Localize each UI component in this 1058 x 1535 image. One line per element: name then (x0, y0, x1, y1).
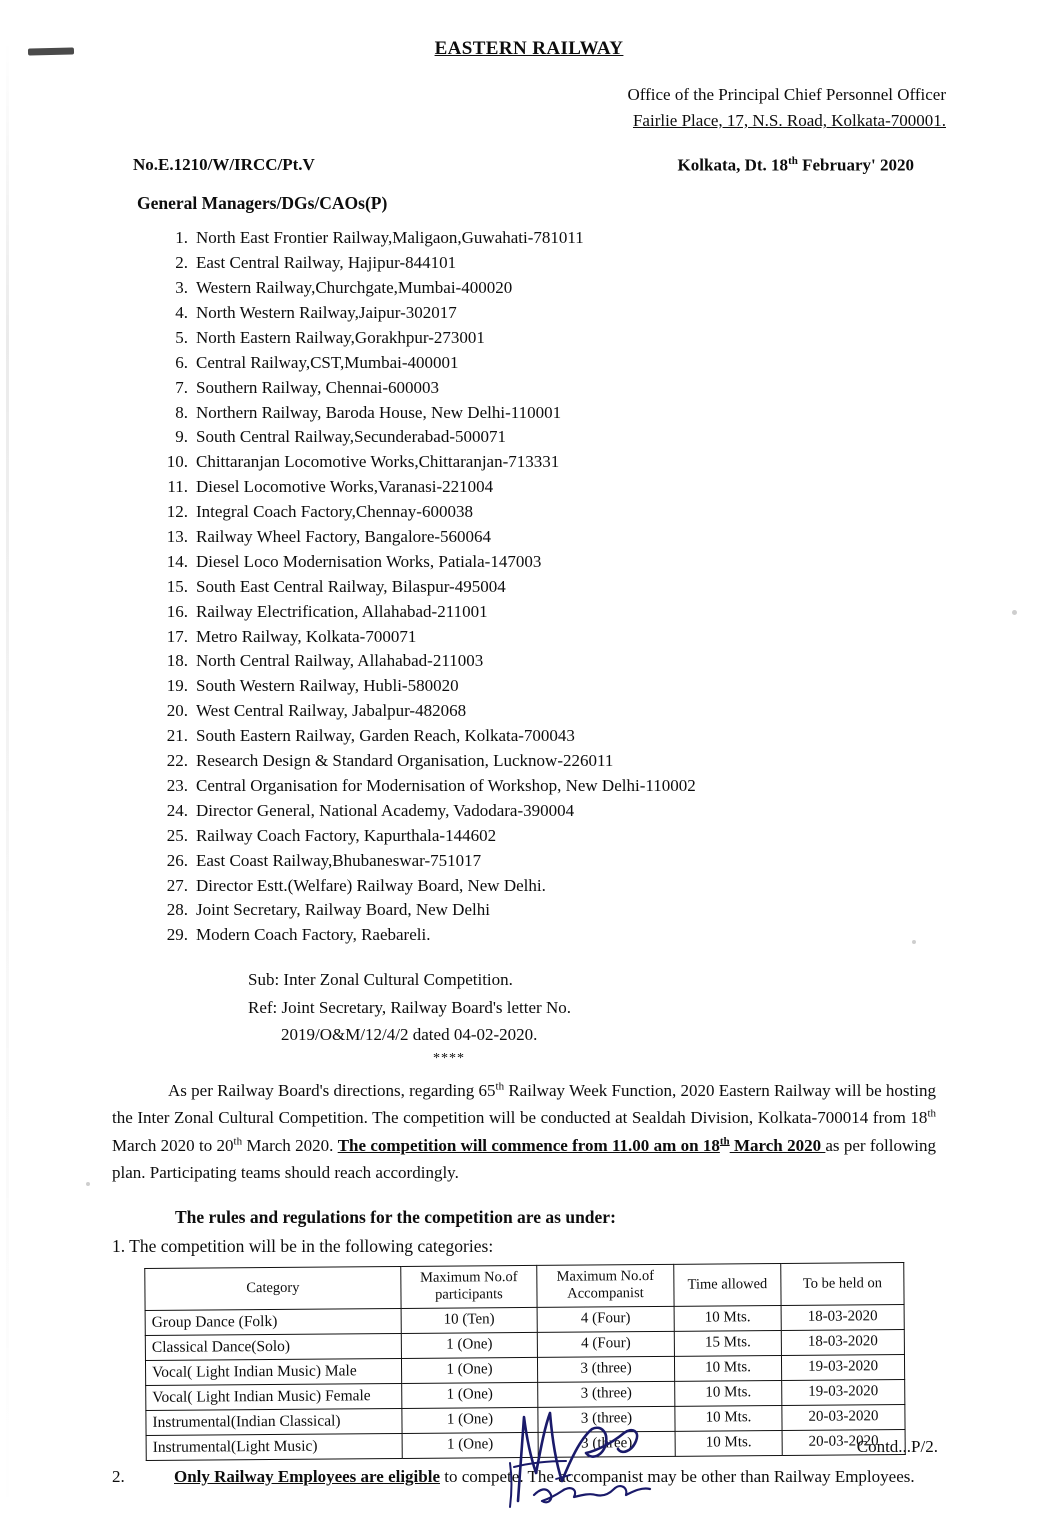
cell-participants: 1 (One) (401, 1357, 537, 1383)
list-item-label: Northern Railway, Baroda House, New Delhi-110001 (196, 402, 562, 422)
list-item (175, 276, 1058, 301)
para-sup-3: th (233, 1135, 243, 1148)
list-item (167, 475, 1058, 500)
reference-number: No.E.1210/W/IRCC/Pt.V (133, 155, 315, 175)
cell-accompanist: 3 (three) (538, 1406, 675, 1432)
cell-time: 10 Mts. (675, 1430, 782, 1456)
cell-accompanist: 3 (three) (538, 1381, 675, 1407)
list-item (175, 376, 1058, 401)
list-item-label: Modern Coach Factory, Raebareli. (196, 925, 431, 945)
cell-category: Instrumental(Light Music) (146, 1433, 402, 1460)
rules-heading: The rules and regulations for the competition are as under: (175, 1206, 616, 1227)
list-item (166, 649, 1058, 674)
list-item (175, 251, 1058, 276)
list-item-number: 5. (175, 327, 188, 347)
list-item-label: North Central Railway, Allahabad-211003 (196, 651, 484, 671)
list-item-label: South Central Railway,Secunderabad-500071 (196, 427, 507, 447)
list-item-number: 17. (166, 626, 188, 646)
list-item-number: 25. (166, 825, 188, 845)
column-header-date: To be held on (781, 1262, 904, 1305)
para-text-e: as per following plan. Participating teams should reach accordingly. (112, 1135, 936, 1183)
list-item-label: Central Organisation for Modernisation of Workshop, New Delhi-110002 (196, 775, 696, 795)
list-item-label: Director General, National Academy, Vadodara-390004 (196, 800, 575, 820)
list-item (166, 625, 1058, 650)
cell-category: Vocal( Light Indian Music) Female (146, 1383, 402, 1410)
list-item-label: North Eastern Railway,Gorakhpur-273001 (196, 327, 485, 347)
cell-date: 20-03-2020 (782, 1429, 905, 1455)
list-item (166, 824, 1058, 849)
list-item-label: Metro Railway, Kolkata-700071 (196, 626, 417, 646)
list-item (175, 351, 1058, 376)
scan-edge-artifact (6, 38, 9, 1535)
list-item (166, 674, 1058, 699)
cell-participants: 1 (One) (402, 1432, 538, 1458)
list-item (175, 401, 1058, 426)
subject-reference-block (0, 966, 1058, 1049)
document-title: EASTERN RAILWAY (434, 38, 624, 59)
cell-category: Instrumental(Indian Classical) (146, 1408, 402, 1435)
list-item-number: 16. (166, 601, 188, 621)
list-item-label: Southern Railway, Chennai-600003 (196, 377, 439, 397)
rule-two-underlined: Only Railway Employees are eligible (174, 1466, 441, 1486)
list-item (166, 849, 1058, 874)
list-item-label: Diesel Locomotive Works,Varanasi-221004 (196, 477, 494, 497)
cell-category: Classical Dance(Solo) (145, 1333, 401, 1360)
cell-participants: 1 (One) (401, 1332, 537, 1358)
cell-category: Vocal( Light Indian Music) Male (145, 1358, 401, 1385)
list-item-label: Joint Secretary, Railway Board, New Delhi (196, 900, 490, 920)
reference-line-2: 2019/O&M/12/4/2 dated 04-02-2020. (281, 1025, 538, 1045)
cell-time: 15 Mts. (674, 1330, 781, 1356)
place-text: Kolkata, (677, 155, 741, 175)
list-item (166, 774, 1058, 799)
cell-time: 10 Mts. (675, 1405, 782, 1431)
page-footer-continued: Contd...P/2. (856, 1437, 938, 1456)
list-item (166, 749, 1058, 774)
date-suffix: February' 2020 (797, 155, 914, 175)
list-item (166, 550, 1058, 575)
cell-date: 20-03-2020 (782, 1404, 905, 1430)
table-header-row (145, 1262, 904, 1310)
cell-date: 18-03-2020 (781, 1329, 904, 1355)
scan-mark-artifact (28, 48, 74, 56)
rule-two-rest: to compete. The accompanist may be other than Railway Employees. (440, 1466, 915, 1486)
list-item-number: 1. (175, 228, 188, 248)
list-item-number: 13. (166, 527, 188, 547)
list-item-label: Chittaranjan Locomotive Works,Chittaranjan-713331 (196, 452, 560, 472)
addressee-heading: General Managers/DGs/CAOs(P) (137, 193, 388, 214)
para-text-a: As per Railway Board's directions, regarding 65 (168, 1080, 496, 1100)
cell-participants: 1 (One) (402, 1407, 538, 1433)
list-item-label: South East Central Railway, Bilaspur-495004 (196, 576, 506, 596)
list-item-label: South Eastern Railway, Garden Reach, Kolkata-700043 (196, 726, 575, 746)
list-item-label: Railway Coach Factory, Kapurthala-144602 (196, 825, 497, 845)
para-underlined-b: March 2020 (729, 1135, 826, 1155)
cell-participants: 10 (Ten) (401, 1307, 537, 1333)
list-item-label: Railway Electrification, Allahabad-211001 (196, 601, 488, 621)
cell-date: 19-03-2020 (781, 1354, 904, 1380)
list-item-number: 28. (166, 900, 188, 920)
date-text: Dt. 18 (744, 155, 789, 175)
reference-date-row (0, 155, 1058, 176)
zone-list (0, 226, 1058, 948)
list-item-number: 19. (166, 676, 188, 696)
para-underlined-sup: th (719, 1135, 730, 1148)
list-item (166, 500, 1058, 525)
cell-category: Group Dance (Folk) (145, 1308, 401, 1335)
office-line-2: Fairlie Place, 17, N.S. Road, Kolkata-700001. (632, 111, 946, 131)
cell-date: 18-03-2020 (781, 1304, 904, 1330)
list-item-number: 21. (166, 726, 188, 746)
list-item (166, 600, 1058, 625)
cell-participants: 1 (One) (402, 1382, 538, 1408)
cell-accompanist: 3 (three) (537, 1356, 674, 1382)
list-item-number: 27. (166, 875, 188, 895)
list-item (166, 898, 1058, 923)
list-item (175, 301, 1058, 326)
cell-accompanist: 4 (Four) (537, 1331, 674, 1357)
column-header-participants: Maximum No.of participants (401, 1265, 537, 1308)
list-item-number: 2. (175, 253, 188, 273)
list-item-number: 4. (175, 303, 188, 323)
cell-time: 10 Mts. (674, 1305, 781, 1331)
list-item-label: Railway Wheel Factory, Bangalore-560064 (196, 527, 492, 547)
office-line-1: Office of the Principal Chief Personnel Officer (627, 85, 946, 104)
list-item-label: North Western Railway,Jaipur-302017 (196, 303, 457, 323)
list-item-label: East Coast Railway,Bhubaneswar-751017 (196, 850, 482, 870)
cell-date: 19-03-2020 (782, 1379, 905, 1405)
list-item-label: Integral Coach Factory,Chennay-600038 (196, 502, 473, 522)
list-item-number: 8. (175, 402, 188, 422)
list-item-number: 9. (175, 427, 188, 447)
reference-line-1: Ref: Joint Secretary, Railway Board's letter No. (248, 997, 571, 1017)
para-text-b: Railway Week Function, 2020 Eastern Railway will be hosting the Inter Zonal Cultural Competition. The competition will be conducted at Sealdah Division, Kolkata-700014 from 18 (112, 1080, 936, 1128)
list-item (166, 874, 1058, 899)
list-item (166, 575, 1058, 600)
column-header-accompanist: Maximum No.of Accompanist (537, 1264, 674, 1307)
date-superscript: th (788, 154, 798, 167)
column-header-category: Category (145, 1266, 401, 1310)
list-item-number: 7. (175, 377, 188, 397)
para-sup-2: th (927, 1107, 936, 1120)
list-item (166, 923, 1058, 948)
list-item-label: Diesel Loco Modernisation Works, Patiala-147003 (196, 551, 542, 571)
list-item-number: 20. (166, 701, 188, 721)
list-item-number: 29. (166, 925, 188, 945)
para-text-c: March 2020 to 20 (112, 1135, 234, 1155)
list-item-label: Central Railway,CST,Mumbai-400001 (196, 352, 459, 372)
list-item-number: 23. (166, 775, 188, 795)
list-item-label: West Central Railway, Jabalpur-482068 (196, 701, 467, 721)
cell-accompanist: 4 (Four) (537, 1306, 674, 1332)
list-item (166, 450, 1058, 475)
cell-time: 10 Mts. (675, 1380, 782, 1406)
column-header-time: Time allowed (674, 1263, 781, 1306)
list-item-label: East Central Railway, Hajipur-844101 (196, 253, 457, 273)
scan-speck (86, 1182, 90, 1186)
list-item-number: 12. (166, 502, 188, 522)
place-and-date (315, 155, 932, 176)
list-item (166, 525, 1058, 550)
list-item-number: 3. (175, 278, 188, 298)
list-item (175, 425, 1058, 450)
para-text-d: March 2020. (242, 1135, 338, 1155)
list-item-number: 26. (166, 850, 188, 870)
list-item-number: 10. (166, 452, 188, 472)
rule-two-number: 2. (112, 1466, 125, 1486)
list-item (175, 326, 1058, 351)
cell-accompanist: 3 (three) (538, 1431, 675, 1457)
list-item-label: Director Estt.(Welfare) Railway Board, New Delhi. (196, 875, 546, 895)
list-item-label: South Western Railway, Hubli-580020 (196, 676, 459, 696)
list-item-number: 6. (175, 352, 188, 372)
list-item-number: 22. (166, 751, 188, 771)
list-item-number: 14. (166, 551, 188, 571)
list-item (166, 724, 1058, 749)
list-item (166, 699, 1058, 724)
list-item (166, 799, 1058, 824)
rule-one-text: 1. The competition will be in the following categories: (112, 1235, 494, 1256)
office-address (0, 82, 1058, 135)
body-paragraph (0, 1077, 1058, 1187)
cell-time: 10 Mts. (674, 1355, 781, 1381)
separator-stars: **** (433, 1050, 465, 1066)
subject-line: Sub: Inter Zonal Cultural Competition. (248, 970, 513, 990)
list-item-number: 11. (167, 477, 188, 497)
list-item-label: Western Railway,Churchgate,Mumbai-400020 (196, 278, 513, 298)
document-page (0, 38, 1058, 1535)
list-item-label: North East Frontier Railway,Maligaon,Guwahati-781011 (196, 228, 584, 248)
list-item (175, 226, 1058, 251)
list-item-number: 15. (166, 576, 188, 596)
list-item-number: 24. (166, 800, 188, 820)
list-item-label: Research Design & Standard Organisation, Lucknow-226011 (196, 751, 614, 771)
para-underlined-a: The competition will commence from 11.00 am on 18 (337, 1135, 720, 1155)
list-item-number: 18. (166, 651, 188, 671)
para-sup-1: th (495, 1080, 505, 1093)
